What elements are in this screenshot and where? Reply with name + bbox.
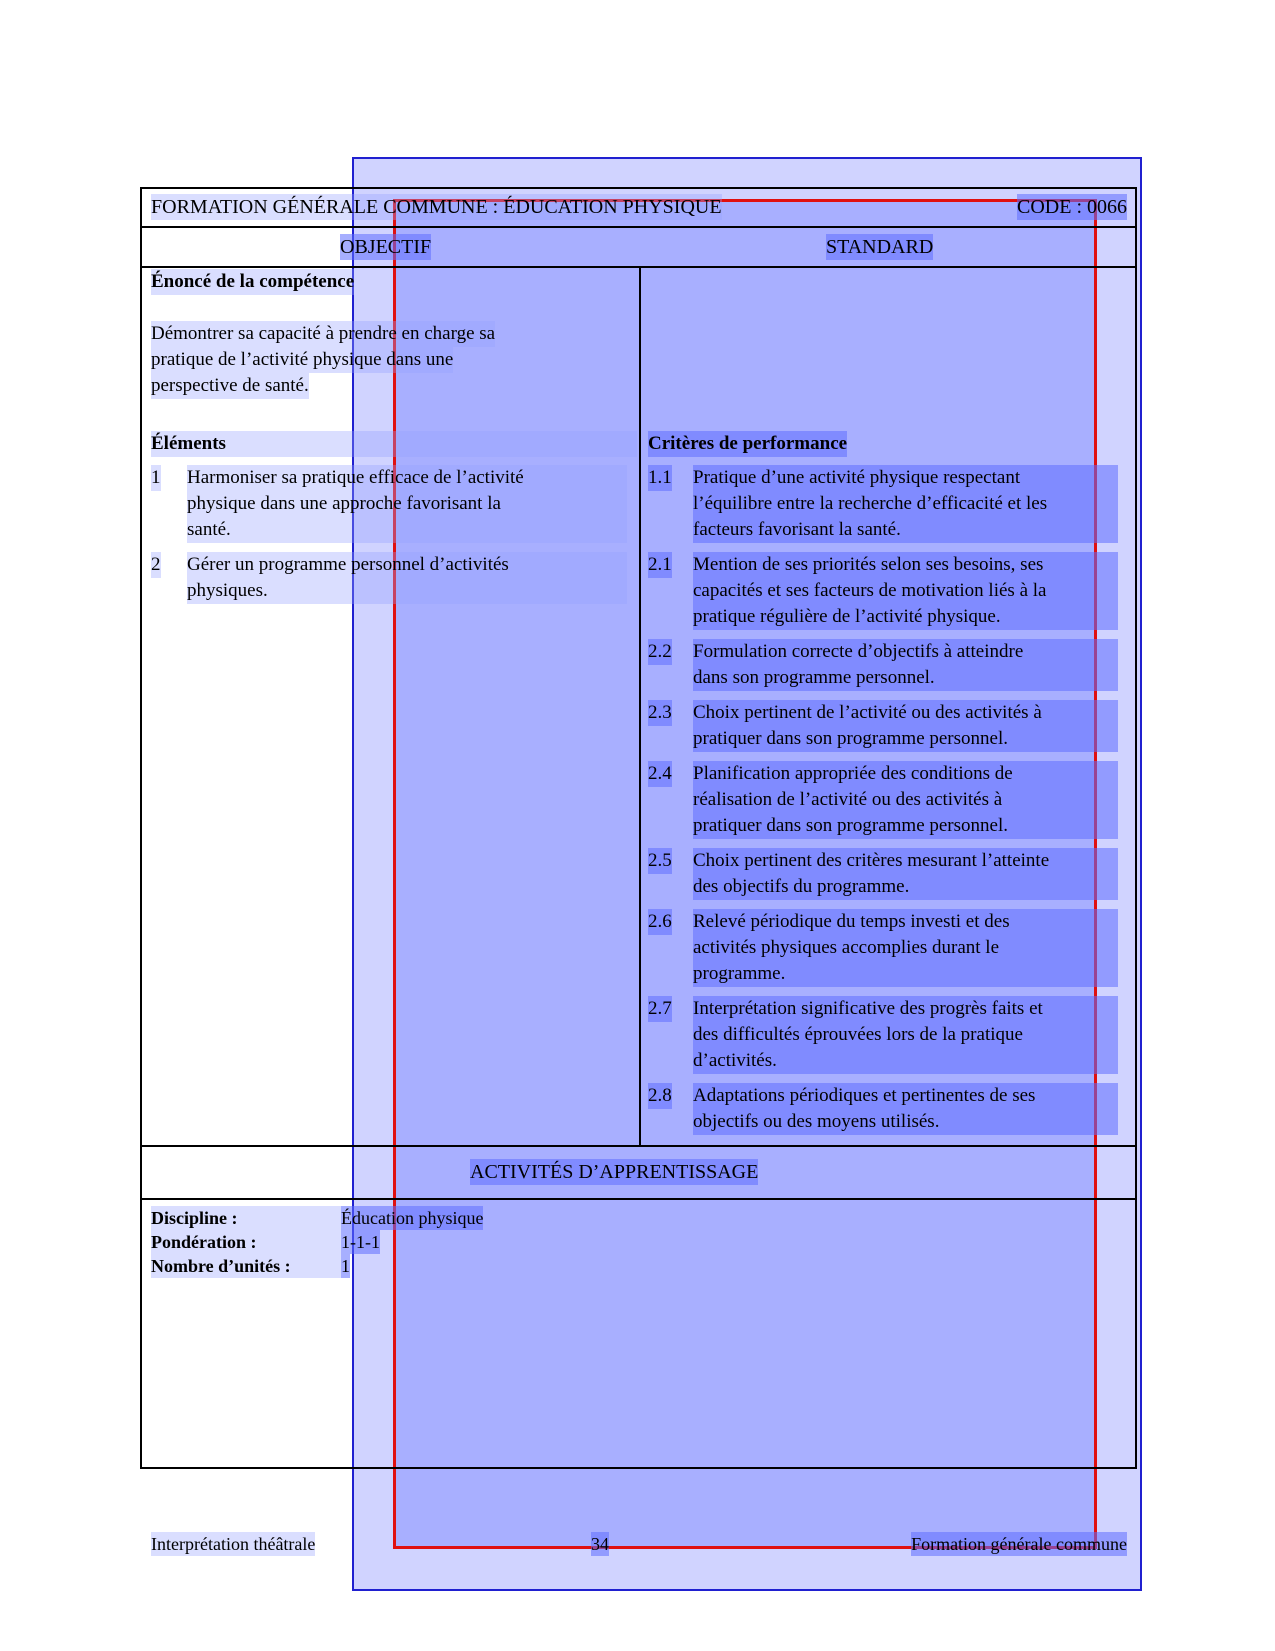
criteres-heading: Critères de performance bbox=[648, 431, 847, 457]
element-number: 2 bbox=[151, 552, 161, 578]
activites-value: Éducation physique bbox=[341, 1208, 484, 1228]
critere-number: 2.4 bbox=[648, 761, 672, 787]
activites-row bbox=[151, 1254, 651, 1278]
element-line: Gérer un programme personnel d’activités bbox=[187, 552, 627, 578]
critere-text bbox=[693, 700, 1118, 752]
critere-line: réalisation de l’activité ou des activités à bbox=[693, 787, 1118, 813]
activites-title: ACTIVITÉS D’APPRENTISSAGE bbox=[470, 1161, 759, 1183]
element-item bbox=[151, 552, 631, 604]
header-code: CODE : 0066 bbox=[1017, 196, 1127, 218]
divider-columns-head bbox=[140, 266, 1136, 268]
critere-line: des difficultés éprouvées lors de la pratique bbox=[693, 1022, 1118, 1048]
critere-text bbox=[693, 552, 1118, 630]
critere-line: Pratique d’une activité physique respectant bbox=[693, 465, 1118, 491]
table-border-bottom bbox=[140, 1467, 1137, 1469]
critere-text bbox=[693, 761, 1118, 839]
header-title: FORMATION GÉNÉRALE COMMUNE : ÉDUCATION PHYSIQUE bbox=[151, 196, 722, 218]
critere-number: 2.5 bbox=[648, 848, 672, 874]
enonce-heading: Énoncé de la compétence bbox=[151, 269, 354, 295]
activites-rows bbox=[151, 1206, 651, 1278]
divider-header bbox=[140, 226, 1136, 228]
element-text bbox=[187, 552, 627, 604]
activites-value: 1-1-1 bbox=[341, 1232, 380, 1252]
activites-row bbox=[151, 1230, 651, 1254]
footer bbox=[151, 1532, 1127, 1556]
critere-text bbox=[693, 639, 1118, 691]
column-title-standard: STANDARD bbox=[826, 236, 934, 258]
divider-activities-top bbox=[140, 1145, 1136, 1147]
critere-number: 2.3 bbox=[648, 700, 672, 726]
enonce-line: pratique de l’activité physique dans une bbox=[151, 347, 453, 373]
critere-line: Choix pertinent de l’activité ou des activités à bbox=[693, 700, 1118, 726]
element-line: physiques. bbox=[187, 578, 627, 604]
column-title-objectif: OBJECTIF bbox=[340, 236, 432, 258]
divider-column-vertical bbox=[639, 266, 641, 1146]
element-line: santé. bbox=[187, 517, 627, 543]
header-row bbox=[151, 194, 1127, 220]
critere-text bbox=[693, 1083, 1118, 1135]
critere-line: des objectifs du programme. bbox=[693, 874, 1118, 900]
enonce-line: perspective de santé. bbox=[151, 373, 309, 399]
critere-line: facteurs favorisant la santé. bbox=[693, 517, 1118, 543]
critere-line: programme. bbox=[693, 961, 1118, 987]
table-border-left bbox=[140, 187, 142, 1469]
element-number: 1 bbox=[151, 465, 161, 491]
element-text bbox=[187, 465, 627, 543]
activites-label: Nombre d’unités : bbox=[151, 1254, 341, 1278]
critere-number: 2.1 bbox=[648, 552, 672, 578]
activites-label: Discipline : bbox=[151, 1206, 341, 1230]
divider-activities-title bbox=[140, 1198, 1136, 1200]
critere-line: l’équilibre entre la recherche d’efficacité et les bbox=[693, 491, 1118, 517]
enonce-text bbox=[151, 321, 631, 399]
critere-text bbox=[693, 909, 1118, 987]
element-item bbox=[151, 465, 631, 543]
critere-number: 2.8 bbox=[648, 1083, 672, 1109]
critere-line: Formulation correcte d’objectifs à atteindre bbox=[693, 639, 1118, 665]
enonce-line: Démontrer sa capacité à prendre en charge sa bbox=[151, 321, 495, 347]
critere-number: 1.1 bbox=[648, 465, 672, 491]
activites-label: Pondération : bbox=[151, 1230, 341, 1254]
critere-line: Planification appropriée des conditions de bbox=[693, 761, 1118, 787]
critere-line: objectifs ou des moyens utilisés. bbox=[693, 1109, 1118, 1135]
element-line: Harmoniser sa pratique efficace de l’activité bbox=[187, 465, 627, 491]
activites-row bbox=[151, 1206, 651, 1230]
critere-line: capacités et ses facteurs de motivation liés à la bbox=[693, 578, 1118, 604]
footer-left: Interprétation théâtrale bbox=[151, 1534, 316, 1554]
critere-line: dans son programme personnel. bbox=[693, 665, 1118, 691]
critere-line: activités physiques accomplies durant le bbox=[693, 935, 1118, 961]
critere-line: d’activités. bbox=[693, 1048, 1118, 1074]
element-line: physique dans une approche favorisant la bbox=[187, 491, 627, 517]
critere-text bbox=[693, 996, 1118, 1074]
table-border-top bbox=[140, 187, 1136, 189]
critere-line: pratique régulière de l’activité physique. bbox=[693, 604, 1118, 630]
critere-text bbox=[693, 848, 1118, 900]
critere-line: Mention de ses priorités selon ses besoins, ses bbox=[693, 552, 1118, 578]
critere-line: Choix pertinent des critères mesurant l’atteinte bbox=[693, 848, 1118, 874]
activites-value: 1 bbox=[341, 1256, 350, 1276]
critere-line: Adaptations périodiques et pertinentes de ses bbox=[693, 1083, 1118, 1109]
critere-text bbox=[693, 465, 1118, 543]
table-border-right bbox=[1135, 187, 1137, 1469]
elements-heading: Éléments bbox=[151, 431, 637, 457]
critere-line: pratiquer dans son programme personnel. bbox=[693, 813, 1118, 839]
critere-line: pratiquer dans son programme personnel. bbox=[693, 726, 1118, 752]
footer-right: Formation générale commune bbox=[911, 1534, 1127, 1554]
critere-line: Interprétation significative des progrès faits et bbox=[693, 996, 1118, 1022]
footer-center: 34 bbox=[591, 1534, 609, 1554]
critere-number: 2.6 bbox=[648, 909, 672, 935]
critere-number: 2.7 bbox=[648, 996, 672, 1022]
critere-line: Relevé périodique du temps investi et des bbox=[693, 909, 1118, 935]
critere-number: 2.2 bbox=[648, 639, 672, 665]
